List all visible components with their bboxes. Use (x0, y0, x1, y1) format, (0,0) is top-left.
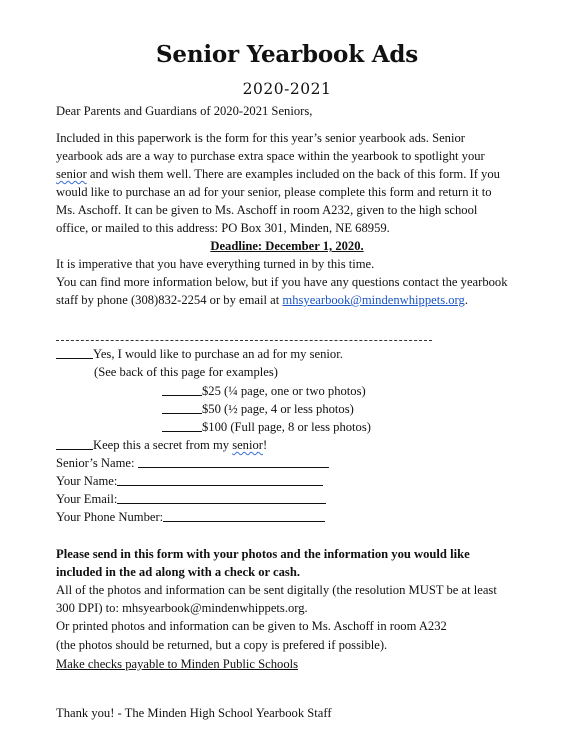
price-option-50 (162, 400, 354, 418)
checkbox-blank[interactable] (56, 345, 93, 359)
cut-line-divider (56, 340, 432, 341)
contact-line-2 (56, 291, 468, 309)
imperative-note: It is imperative that you have everything turned in by this time. (56, 257, 375, 271)
instructions-line-3: Or printed photos and information can be given to Ms. Aschoff in room A232 (56, 619, 447, 633)
contact-text: staff by phone (308)832-2254 or by email at (56, 293, 283, 307)
your-name-field[interactable] (117, 472, 323, 486)
your-email-row (56, 490, 326, 508)
email-link[interactable]: mhsyearbook@mindenwhippets.org (282, 293, 465, 307)
contact-end: . (464, 293, 468, 307)
secret-label: Keep this a secret from my (93, 438, 233, 452)
secret-option (56, 436, 267, 454)
signoff: Thank you! - The Minden High School Yearbook Staff (56, 706, 332, 720)
checkbox-blank[interactable] (162, 418, 202, 432)
your-phone-row (56, 508, 325, 526)
deadline-heading: Deadline: December 1, 2020. (210, 239, 364, 253)
price-option-25 (162, 382, 366, 400)
checks-payable-note: Make checks payable to Minden Public Schools (56, 657, 299, 671)
seniors-name-label: Senior’s Name: (56, 456, 135, 470)
secret-end: ! (262, 438, 268, 452)
your-phone-label: Your Phone Number: (56, 510, 164, 524)
see-back-note: (See back of this page for examples) (94, 365, 278, 379)
spellcheck-word: senior (232, 438, 263, 452)
greeting: Dear Parents and Guardians of 2020-2021 Seniors, (56, 104, 313, 118)
intro-line-3 (56, 165, 500, 183)
yes-option-label: Yes, I would like to purchase an ad for my senior. (93, 347, 343, 361)
instructions-line-2: 300 DPI) to: mhsyearbook@mindenwhippets.org. (56, 601, 308, 615)
page-title: Senior Yearbook Ads (155, 41, 419, 68)
intro-line-5: Ms. Aschoff. It can be given to Ms. Aschoff in room A232, given to the high school (56, 203, 478, 217)
spellcheck-word: senior (56, 167, 87, 181)
price-option-label: $50 (½ page, 4 or less photos) (202, 402, 354, 416)
intro-line-3-rest: and wish them well. There are examples included on the back of this form. If you (86, 167, 500, 181)
checkbox-blank[interactable] (162, 382, 202, 396)
yes-option (56, 345, 343, 363)
your-email-field[interactable] (117, 490, 326, 504)
school-year: 2020-2021 (242, 80, 332, 98)
your-name-label: Your Name: (56, 474, 118, 488)
instructions-line-1: All of the photos and information can be sent digitally (the resolution MUST be at least (56, 583, 497, 597)
intro-line-2: yearbook ads are a way to purchase extra space within the yearbook to spotlight your (56, 149, 485, 163)
intro-line-4: would like to purchase an ad for your senior, please complete this form and return it to (56, 185, 492, 199)
your-name-row (56, 472, 323, 490)
contact-line-1: You can find more information below, but if you have any questions contact the yearbook (56, 275, 508, 289)
price-option-label: $100 (Full page, 8 or less photos) (202, 420, 371, 434)
checkbox-blank[interactable] (56, 436, 93, 450)
your-email-label: Your Email: (56, 492, 118, 506)
checkbox-blank[interactable] (162, 400, 202, 414)
instructions-bold-line-2: included in the ad along with a check or cash. (56, 565, 300, 579)
intro-line-1: Included in this paperwork is the form for this year’s senior yearbook ads. Senior (56, 131, 465, 145)
seniors-name-field[interactable] (138, 454, 329, 468)
intro-line-6: office, or mailed to this address: PO Box 301, Minden, NE 68959. (56, 221, 390, 235)
seniors-name-row (56, 454, 329, 472)
price-option-100 (162, 418, 371, 436)
instructions-bold-line-1: Please send in this form with your photos and the information you would like (56, 547, 470, 561)
your-phone-field[interactable] (163, 508, 325, 522)
price-option-label: $25 (¼ page, one or two photos) (202, 384, 366, 398)
instructions-line-4: (the photos should be returned, but a copy is prefered if possible). (56, 638, 388, 652)
